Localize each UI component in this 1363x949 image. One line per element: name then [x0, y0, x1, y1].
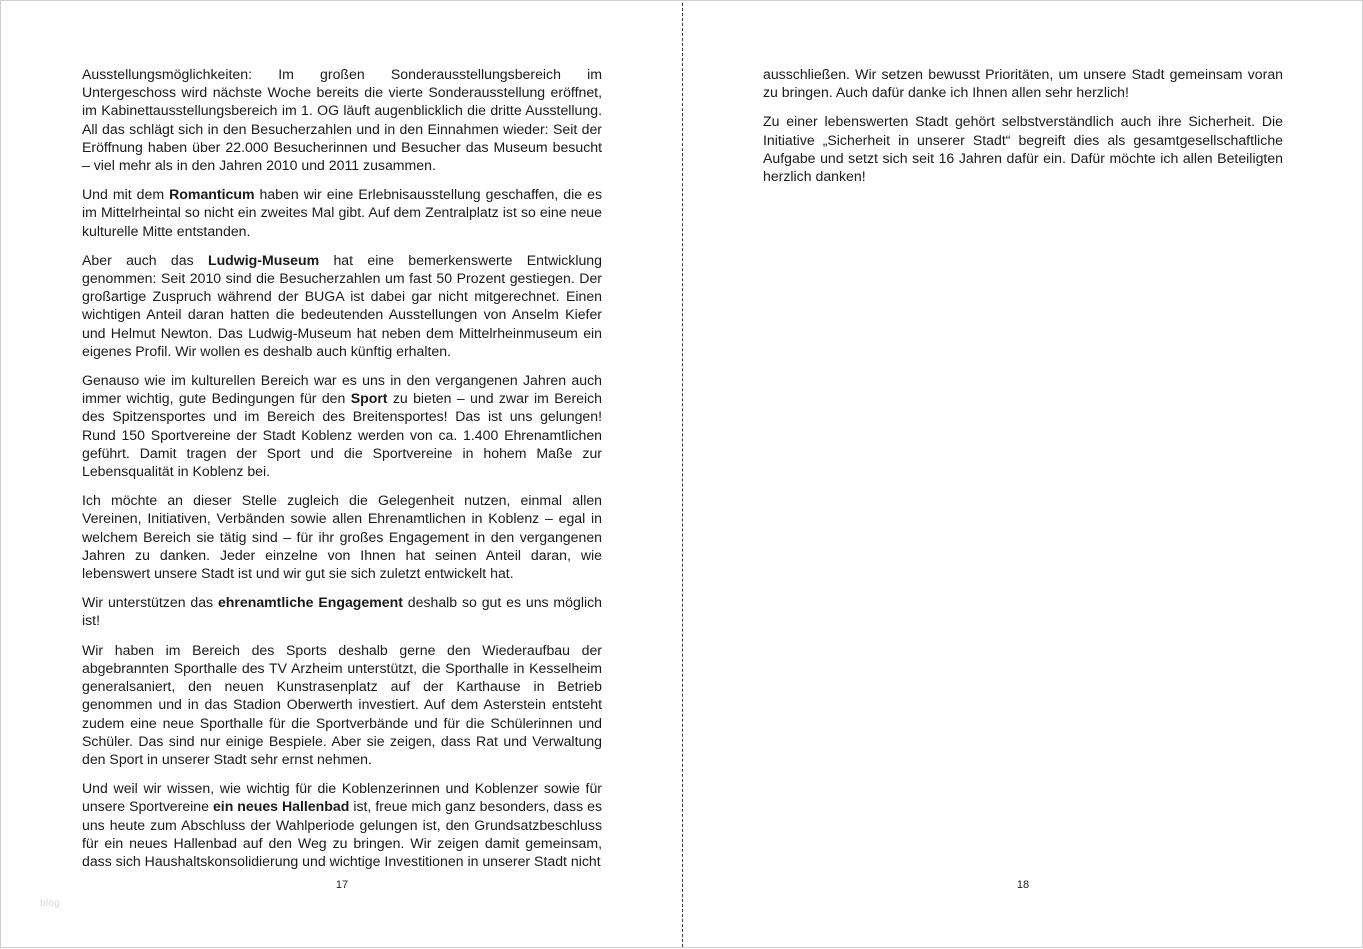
watermark: blog — [40, 898, 61, 909]
page-17 — [1, 1, 683, 949]
paragraph — [763, 112, 1283, 185]
text-segment: Ich möchte an dieser Stelle zugleich die Gelegenheit nutzen, einmal allen Vereinen, Initiativen, Verbänden sowie allen Ehrenamtlichen in Koblenz – egal in welchem Bereich sie tätig sind – für ihr großes Engagement in den vergangenen Jahren zu danken. Jeder einzelne von Ihnen hat seinen Anteil daran, wie lebenswert unsere Stadt ist und wir gut sie sich zuletzt entwickelt hat. — [82, 492, 602, 582]
paragraph — [82, 593, 602, 629]
paragraph — [82, 779, 602, 870]
page-18-body — [763, 65, 1283, 196]
bold-text: ein neues Hallenbad — [212, 798, 350, 815]
text-segment: Zu einer lebenswerten Stadt gehört selbstverständlich auch ihre Sicherheit. Die Initiative „Sicherheit in unserer Stadt“ begreift dies als gesamtgesellschaftliche Aufgabe und setzt sich seit 16 Jahren dafür ein. Dafür möchte ich allen Beteiligten herzlich danken! — [763, 113, 1283, 185]
text-segment: Aber auch das — [82, 251, 208, 268]
paragraph — [763, 65, 1283, 101]
page-number: 18 — [1016, 879, 1030, 891]
bold-text: Sport — [350, 390, 388, 407]
bold-text: ehrenamtliche Engagement — [217, 594, 403, 611]
text-segment: Wir unterstützen das — [82, 594, 218, 611]
text-segment: Und mit dem — [82, 186, 170, 203]
text-segment: hat eine bemerkenswerte Entwicklung genommen: Seit 2010 sind die Besucherzahlen um fast 50 Prozent gestiegen. Der großartige Zuspruch während der BUGA ist dabei gar nicht mitgerechnet. Einen wichtigen Anteil daran hatten die bedeutenden Ausstellungen von Anselm Kiefer und Helmut Newton. Das Ludwig-Museum hat neben dem Mittelrheinmuseum ein eigenes Profil. Wir wollen es deshalb auch künftig erhalten. — [82, 251, 602, 359]
paragraph — [82, 491, 602, 582]
text-segment: Ausstellungsmöglichkeiten: Im großen Sonderausstellungsbereich im Untergeschoss wird nächste Woche bereits die vierte Sonderausstellung eröffnet, im Kabinettausstellungsbereich im 1. OG läuft augenblicklich die dritte Ausstellung. All das schlägt sich in den Besucherzahlen und in den Einnahmen wieder: Seit der Eröffnung haben über 22.000 Besucherinnen und Besucher das Museum besucht – viel mehr als in den Jahren 2010 und 2011 zusammen. — [82, 66, 602, 174]
text-segment: ist, freue mich ganz besonders, dass es uns heute zum Abschluss der Wahlperiode gelungen ist, den Grundsatzbeschluss für ein neues Hallenbad auf den Weg zu bringen. Wir zeigen damit gemeinsam, dass sich Haushaltskonsolidierung und wichtige Investitionen in unserer Stadt nicht — [82, 798, 603, 869]
text-segment: Und weil wir wissen, wie wichtig für die Koblenzerinnen und Koblenzer sowie für unsere Sportvereine — [82, 780, 602, 815]
page-number: 17 — [335, 879, 349, 891]
page-17-body — [82, 65, 602, 881]
text-segment: zu bieten – und zwar im Bereich des Spitzensportes und im Bereich des Breitensportes! Das ist uns gelungen! Rund 150 Sportvereine der Stadt Koblenz werden von ca. 1.400 Ehrenamtlichen geführt. Damit tragen der Sport und die Sportvereine in hohem Maße zur Lebensqualität in Koblenz bei. — [82, 390, 602, 480]
text-segment: Wir haben im Bereich des Sports deshalb gerne den Wiederaufbau der abgebrannten Sporthalle des TV Arzheim unterstützt, die Sporthalle in Kesselheim generalsaniert, den neuen Kunstrasenplatz auf der Karthause in Betrieb genommen und in das Stadion Oberwerth investiert. Auf dem Asterstein entsteht zudem eine neue Sporthalle für die Sportverbände und für die Schülerinnen und Schüler. Das sind nur einige Bespiele. Aber sie zeigen, dass Rat und Verwaltung den Sport in unserer Stadt sehr ernst nehmen. — [82, 641, 602, 767]
paragraph — [82, 65, 602, 174]
text-segment: deshalb so gut es uns möglich ist! — [82, 594, 602, 629]
text-segment: Genauso wie im kulturellen Bereich war es uns in den vergangenen Jahren auch immer wichtig, gute Bedingungen für den — [82, 372, 602, 407]
text-segment: ausschließen. Wir setzen bewusst Prioritäten, um unsere Stadt gemeinsam voran zu bringen. Auch dafür danke ich Ihnen allen sehr herzlich! — [763, 66, 1283, 101]
text-segment: haben wir eine Erlebnisausstellung geschaffen, die es im Mittelrheintal so nicht ein zweites Mal gibt. Auf dem Zentralplatz ist so eine neue kulturelle Mitte entstanden. — [82, 186, 602, 239]
bold-text: Ludwig-Museum — [207, 251, 320, 268]
page-18 — [683, 1, 1363, 949]
paragraph — [82, 371, 602, 480]
paragraph — [82, 641, 602, 768]
bold-text: Romanticum — [169, 186, 255, 203]
paragraph — [82, 251, 602, 360]
paragraph — [82, 185, 602, 240]
